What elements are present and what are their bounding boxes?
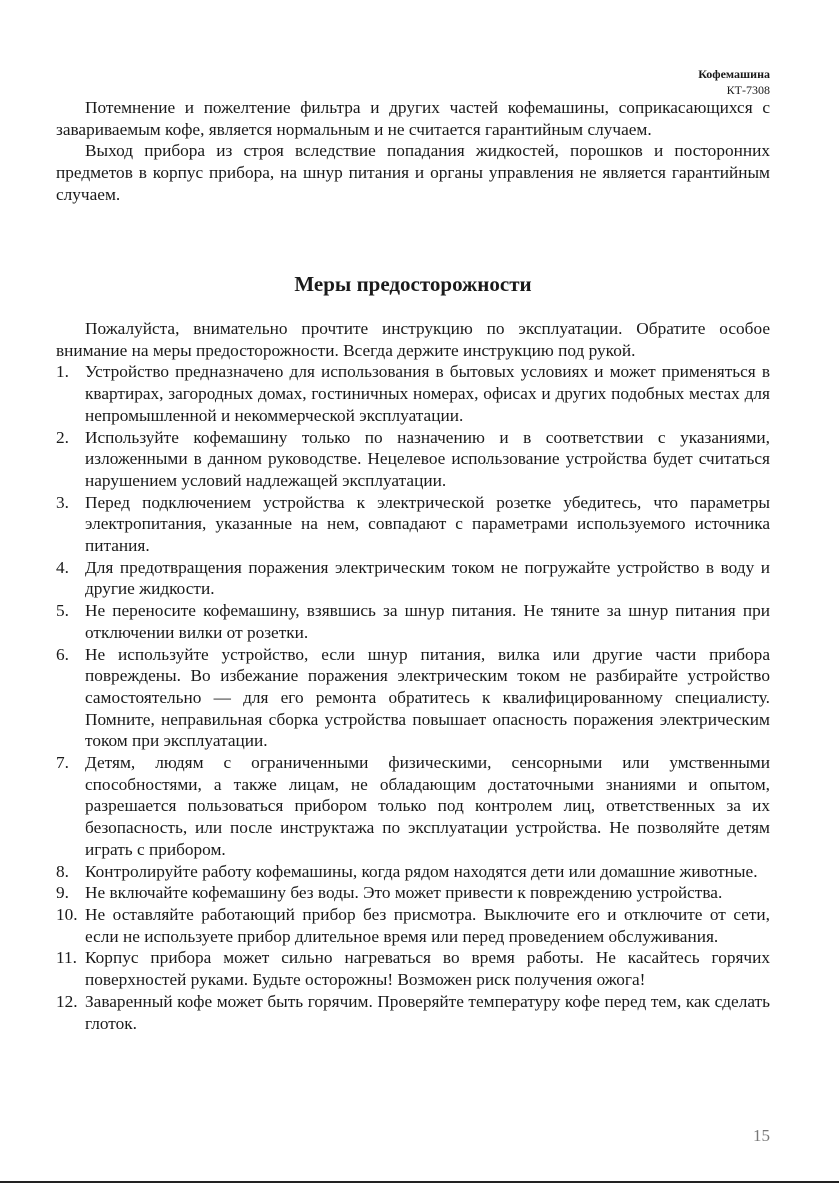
list-item-text: Контролируйте работу кофемашины, когда рядом находятся дети или домашние животные. <box>85 861 758 881</box>
list-item-text: Не включайте кофемашину без воды. Это может привести к повреждению устройства. <box>85 883 723 903</box>
list-item: 8. Контролируйте работу кофемашины, когда рядом находятся дети или домашние животные. <box>56 861 758 881</box>
list-item-text: Детям, людям с ограниченными физическими, сенсорными или умственными способностями, а также лицам, не обладающим достаточными знаниями и опытом, разрешается пользоваться прибором только под контролем лиц, ответственных за их безопасность, или после инструктажа по эксплуатации устройства. Не позволяйте детям играть с прибором. <box>85 753 770 859</box>
list-item-text: Перед подключением устройства к электрической розетке убедитесь, что параметры электропитания, указанные на нем, совпадают с параметрами используемого источника питания. <box>85 492 770 556</box>
list-item-text: Не переносите кофемашину, взявшись за шнур питания. Не тяните за шнур питания при отключении вилки от розетки. <box>85 601 770 642</box>
list-item-text: Не оставляйте работающий прибор без присмотра. Выключите его и отключите от сети, если не используете прибор длительное время или перед проведением обслуживания. <box>85 904 770 946</box>
list-item: 7. Детям, людям с ограниченными физическими, сенсорными или умственными способностями, а также лицам, не обладающим достаточными знаниями и опытом, разрешается пользоваться прибором только под контролем лиц, ответственных за их безопасность, или после инструктажа по эксплуатации устройства. Не позволяйте детям играть с прибором. <box>56 753 770 859</box>
list-item-text: Устройство предназначено для использования в бытовых условиях и может применяться в квартирах, загородных домах, гостиничных номерах, офисах и других подобных местах для непромышленной и некоммерческой эксплуатации. <box>85 362 770 425</box>
list-item-text: Корпус прибора может сильно нагреваться во время работы. Не касайтесь горячих поверхностей руками. Будьте осторожны! Возможен риск получения ожога! <box>85 948 770 990</box>
section-title: Меры предосторожности <box>294 272 532 296</box>
page-header <box>698 66 770 98</box>
paragraph: Потемнение и пожелтение фильтра и других частей кофемашины, соприкасающихся с завариваемым кофе, является нормальным и не считается гарантийным случаем. <box>56 98 770 139</box>
paragraph: Выход прибора из строя вследствие попадания жидкостей, порошков и посторонних предметов в корпус прибора, на шнур питания и органы управления не является гарантийным случаем. <box>56 141 770 204</box>
list-item: 9. Не включайте кофемашину без воды. Это может привести к повреждению устройства. <box>56 883 723 903</box>
list-item: 4. Для предотвращения поражения электрическим током не погружайте устройство в воду и другие жидкости. <box>56 557 770 599</box>
precautions-body <box>56 318 770 1034</box>
list-item-text: Заваренный кофе может быть горячим. Проверяйте температуру кофе перед тем, как сделать глоток. <box>85 991 770 1033</box>
list-item: 2. Используйте кофемашину только по назначению и в соответствии с указаниями, изложенными в данном руководстве. Нецелевое использование устройства будет считаться нарушением условий надлежащей эксплуатации. <box>56 427 770 490</box>
list-item: 3. Перед подключением устройства к электрической розетке убедитесь, что параметры электропитания, указанные на нем, совпадают с параметрами используемого источника питания. <box>56 492 770 556</box>
intro-text <box>56 97 770 206</box>
product-name: Кофемашина <box>698 67 770 81</box>
list-item-text: Не используйте устройство, если шнур питания, вилка или другие части прибора повреждены. Во избежание поражения электрическим током не разбирайте устройство самостоятельно — для его ремонта обратитесь к квалифицированному специалисту. Помните, неправильная сборка устройства повышает опасность поражения электрическим током при эксплуатации. <box>85 644 770 751</box>
list-item: 5. Не переносите кофемашину, взявшись за шнур питания. Не тяните за шнур питания при отключении вилки от розетки. <box>56 601 770 642</box>
list-item: 12. Заваренный кофе может быть горячим. Проверяйте температуру кофе перед тем, как сделать глоток. <box>56 991 770 1033</box>
precautions-list <box>56 361 770 1034</box>
list-item-text: Используйте кофемашину только по назначению и в соответствии с указаниями, изложенными в данном руководстве. Нецелевое использование устройства будет считаться нарушением условий надлежащей эксплуатации. <box>85 427 770 490</box>
page-number: 15 <box>753 1126 770 1145</box>
list-item-text: Для предотвращения поражения электрическим током не погружайте устройство в воду и другие жидкости. <box>85 557 770 599</box>
list-item: 1. Устройство предназначено для использования в бытовых условиях и может применяться в квартирах, загородных домах, гостиничных номерах, офисах и других подобных местах для непромышленной и некоммерческой эксплуатации. <box>56 362 770 425</box>
bottom-divider <box>0 1181 839 1183</box>
list-item: 6. Не используйте устройство, если шнур питания, вилка или другие части прибора повреждены. Во избежание поражения электрическим током не разбирайте устройство самостоятельно — для его ремонта обратитесь к квалифицированному специалисту. Помните, неправильная сборка устройства повышает опасность поражения электрическим током при эксплуатации. <box>56 644 770 751</box>
list-item: 11. Корпус прибора может сильно нагреваться во время работы. Не касайтесь горячих поверхностей руками. Будьте осторожны! Возможен риск получения ожога! <box>56 948 770 990</box>
product-code: КТ-7308 <box>726 83 770 97</box>
list-item: 10. Не оставляйте работающий прибор без присмотра. Выключите его и отключите от сети, если не используете прибор длительное время или перед проведением обслуживания. <box>56 904 770 946</box>
lead-paragraph: Пожалуйста, внимательно прочтите инструкцию по эксплуатации. Обратите особое внимание на меры предосторожности. Всегда держите инструкцию под рукой. <box>56 319 770 360</box>
